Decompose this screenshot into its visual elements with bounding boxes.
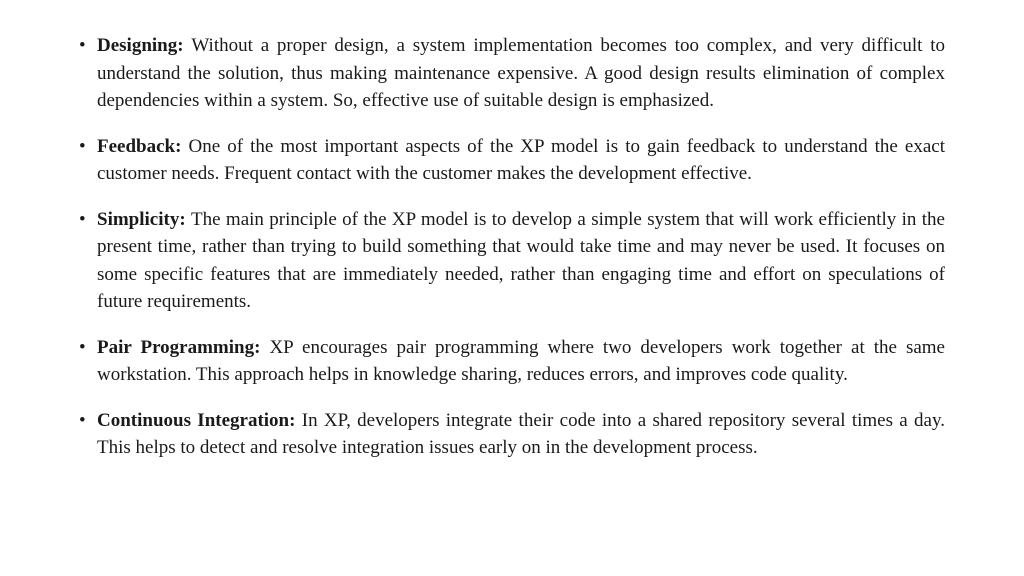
list-item-feedback xyxy=(79,133,945,188)
term-description: In XP, developers integrate their code into a shared repository several times a day. This helps to detect and resolve integration issues early on in the development process. xyxy=(97,409,945,458)
bullet-icon: • xyxy=(79,409,86,431)
term-label: Designing: xyxy=(97,35,192,56)
term-description: Without a proper design, a system implementation becomes too complex, and very difficult to understand the solution, thus making maintenance expensive. A good design results elimination of complex dependencies within a system. So, effective use of suitable design is emphasized. xyxy=(97,35,945,111)
term-label: Simplicity: xyxy=(97,208,192,230)
bullet-list xyxy=(79,32,945,462)
term-label: Pair Programming: xyxy=(97,336,270,358)
list-item-designing xyxy=(79,32,945,115)
list-item-simplicity xyxy=(79,206,945,316)
term-label: Continuous Integration: xyxy=(97,409,302,431)
list-item-continuous-integration xyxy=(79,407,945,462)
bullet-icon: • xyxy=(79,135,86,157)
list-item-pair-programming xyxy=(79,334,945,389)
term-description: The main principle of the XP model is to develop a simple system that will work efficiently in the present time, rather than trying to build something that would take time and may never be used. It focuses on some specific features that are immediately needed, rather than engaging time and effort on speculations of future requirements. xyxy=(97,208,945,312)
bullet-icon: • xyxy=(79,336,86,358)
bullet-icon: • xyxy=(79,35,86,56)
bullet-icon: • xyxy=(79,208,86,230)
term-description: One of the most important aspects of the XP model is to gain feedback to understand the exact customer needs. Frequent contact with the customer makes the development effective. xyxy=(97,135,945,184)
term-description: XP encourages pair programming where two developers work together at the same workstation. This approach helps in knowledge sharing, reduces errors, and improves code quality. xyxy=(97,336,945,385)
term-label: Feedback: xyxy=(97,135,189,157)
